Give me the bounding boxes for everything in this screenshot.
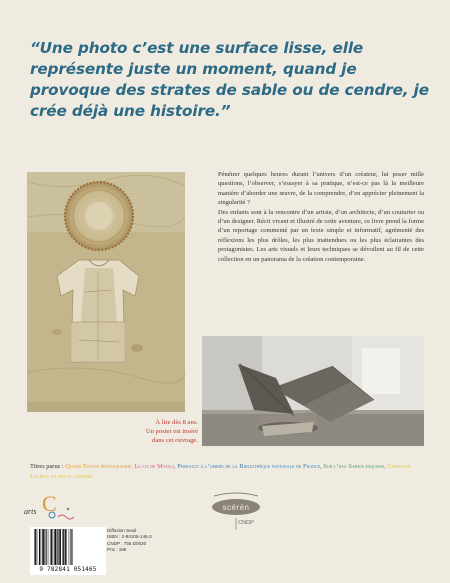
isbn-barcode (30, 527, 106, 575)
series-title-5: Christian Lacroix en haute couture (30, 463, 411, 480)
pubinfo-distribution: Diffusion Seuil (107, 528, 137, 533)
barcode-bar (41, 529, 42, 565)
barcode-bar (71, 529, 72, 565)
caption-line-1: À lire dès 8 ans. (155, 419, 198, 426)
barcode-bar (50, 529, 51, 565)
paragraph-1: Pénétrer quelques heures durant l’univers d’un créateur, lui poser mille questions, l’observer, s’essayer à sa pratique, n’est-ce pas là la meilleure manière d’aborder une œuvre, de la comprendre, d’en apprécier pleinement la singularité ? (218, 171, 424, 207)
series-title-2: Le lit de Matali, (132, 463, 176, 470)
barcode-bar (58, 529, 59, 565)
pull-quote: “Une photo c’est une surface lisse, elle représente juste un moment, quand je provoque des strates de sable ou de cendre, je crée déjà une histoire.” (30, 39, 429, 120)
series-intro: Titres parus : (30, 463, 66, 470)
pubinfo-price: Prix : 19€ (107, 547, 127, 553)
barcode-bar (34, 529, 35, 565)
barcode-bar (65, 529, 66, 565)
barcode-bar (44, 529, 45, 565)
barcode-bars (33, 529, 103, 565)
description-text (218, 170, 424, 264)
barcode-bar (37, 529, 38, 565)
barcode-bar (66, 529, 67, 565)
barcode-bar (48, 529, 49, 565)
artwork-sand-dress-photo (27, 172, 185, 412)
barcode-bar (62, 529, 63, 565)
barcode-bar (53, 529, 54, 565)
barcode-bar (35, 529, 36, 565)
barcode-bar (70, 529, 71, 565)
barcode-bar (69, 529, 70, 565)
series-titles (30, 462, 425, 482)
barcode-bar (42, 529, 44, 565)
series-title-3: Perrault à l’ombre de la Bibliothèque nationale de France, (175, 463, 322, 470)
artwork-installation-photo (202, 336, 424, 446)
publisher-info (107, 528, 187, 554)
sceren-cndp-logo (206, 490, 266, 534)
cndp-logo-text: CNDP (238, 520, 254, 526)
arts-collection-logo (22, 487, 82, 525)
pubinfo-cndp-code: CNDP : 755 D0020 (107, 540, 147, 546)
barcode-bar (54, 529, 56, 565)
caption-line-3: dans cet ouvrage. (152, 437, 198, 445)
age-caption (118, 418, 198, 446)
barcode-bar (57, 529, 58, 565)
series-title-1: Quand Toyani photographie, (65, 463, 133, 470)
arts-logo-text: arts (24, 507, 37, 516)
pubinfo-isbn: ISBN : 2-84105-146-3 (107, 534, 152, 540)
paragraph-2: Des enfants sont à la rencontre d’un artiste, d’un architecte, d’un couturier ou d’un designer. Récit vivant et illustré de cette aventure, ce livre prend la forme d’un reportage commenté par un texte simple et informatif, agrémenté des réflexions les plus drôles, les plus inattendues ou les plus éclairantes des protagonistes. Les arts visuels et leurs techniques se dévoilent au fil de cette collection en un panorama de la création contemporaine. (218, 208, 424, 263)
barcode-bar (63, 529, 64, 565)
barcode-bar (46, 529, 47, 565)
barcode-bar (51, 529, 52, 565)
caption-line-2: Un poster est inséré (145, 428, 198, 436)
barcode-bar (39, 529, 40, 565)
barcode-number: 9 782841 051465 (39, 566, 97, 573)
arts-logo-letter: C (42, 491, 57, 516)
barcode-bar (59, 529, 61, 565)
sceren-logo-text: scérén (222, 503, 250, 512)
series-title-4: Sur l’eau Sarkis esquisse, (321, 463, 386, 470)
